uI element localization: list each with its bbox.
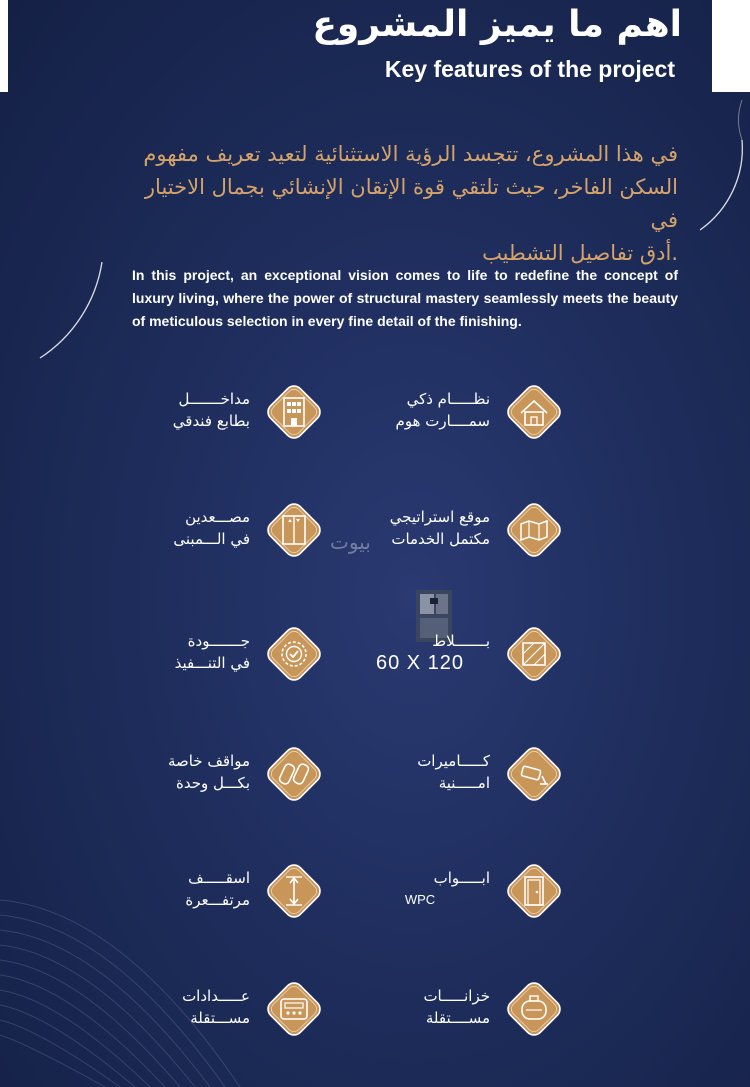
feature-item [350,975,660,1061]
feature-label-line1: اسقـــــف [188,869,250,887]
map-location-icon [504,500,564,560]
feature-item [350,620,660,706]
feature-label-line1: خزانـــــات [423,987,490,1005]
door-icon [504,861,564,921]
feature-label [350,750,490,794]
feature-label-line1: بـــــــلاط [432,632,490,650]
intro-english: In this project, an exceptional vision comes to life to redefine the concept of luxury living, where the power of structural mastery seamlessly meets the beauty of meticulous selection in every fine detail of the finishing. [132,267,678,329]
feature-label-line1: جـــــــودة [187,632,250,650]
meter-icon [264,979,324,1039]
feature-label-line2: مرتفـــعرة [185,891,250,909]
watermark: بيوت [330,530,371,554]
feature-label-line1: مصـــعدين [185,508,250,526]
feature-label [110,867,250,911]
feature-label [350,867,490,911]
white-edge-left [0,0,8,92]
feature-label-line2: بطابع فندقي [172,412,250,430]
feature-label [110,985,250,1029]
feature-label-line1: مواقف خاصة [167,752,250,770]
tile-icon [504,624,564,684]
building-icon [264,382,324,442]
feature-label-line1: نظـــــام ذكي [406,390,490,408]
feature-label-line2: بكـــل وحدة [175,774,250,792]
feature-label-line2: مســــتقلة [425,1009,490,1027]
page-title-arabic: اهم ما يميز المشروع [312,4,682,45]
ceiling-height-icon [264,861,324,921]
feature-item [350,857,660,943]
intro-arabic [118,138,678,270]
feature-label-line2: في الـــمبنى [173,530,250,548]
smart-home-icon [504,382,564,442]
feature-label [110,506,250,550]
parking-icon [264,744,324,804]
feature-label-line1: ابـــــواب [433,869,490,887]
feature-label-line1: موقع استراتيجي [389,508,490,526]
feature-label [110,388,250,432]
feature-label [350,630,490,674]
feature-label [110,750,250,794]
feature-label-line1: عـــــدادات [182,987,250,1005]
feature-label [350,985,490,1029]
feature-label-sub: 60 X 120 [375,652,465,674]
intro-arabic-line: .أدق تفاصيل التشطيب [482,241,678,265]
feature-label [350,506,490,550]
feature-label-line2: امـــــنية [438,774,490,792]
quality-badge-icon [264,624,324,684]
feature-label [350,388,490,432]
water-tank-icon [504,979,564,1039]
elevator-icon [264,500,324,560]
page-title-english: Key features of the project [384,56,675,82]
feature-label-line2: مكتمل الخدمات [391,530,490,548]
feature-item [350,496,660,582]
feature-label-sub: WPC [404,892,436,907]
camera-icon [504,744,564,804]
feature-label-line1: مداخـــــــل [178,390,250,408]
feature-item [350,378,660,464]
feature-label-line1: كـــــاميرات [417,752,490,770]
intro-arabic-line: في هذا المشروع، تتجسد الرؤية الاستثنائية لتعيد تعريف مفهوم [143,142,678,166]
feature-label-line2: مســـتقلة [190,1009,250,1027]
feature-label [110,630,250,674]
intro-arabic-line: السكن الفاخر، حيث تلتقي قوة الإتقان الإنشائي بجمال الاختيار في [144,175,678,232]
white-edge-right [712,0,750,92]
feature-label-line2: في التنـــفيذ [174,654,250,672]
feature-label-line2: سمــــارت هوم [395,412,490,430]
feature-item [350,740,660,826]
